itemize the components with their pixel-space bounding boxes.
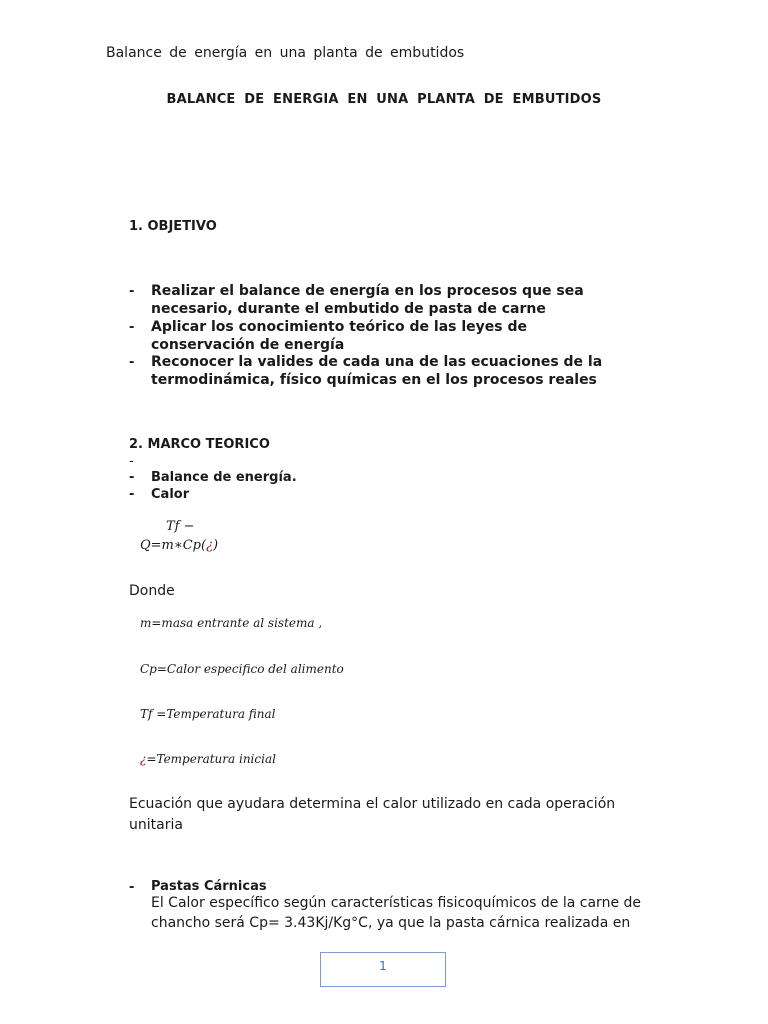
page-number: 1 xyxy=(379,959,387,973)
pastas-line1: El Calor específico según características fisicoquímicos de la carne de xyxy=(151,895,642,911)
bullet-dash: - xyxy=(129,284,135,299)
equation-close: ) xyxy=(213,538,219,553)
objective-2-line2: conservación de energía xyxy=(151,337,345,353)
bullet-dash: - xyxy=(129,320,135,335)
donde-label: Donde xyxy=(129,583,175,599)
item-balance-energia: Balance de energía. xyxy=(151,470,297,485)
pastas-heading: Pastas Cárnicas xyxy=(151,879,267,894)
objective-1-line1: Realizar el balance de energía en los procesos que sea xyxy=(151,283,584,299)
objective-3-line2: termodinámica, físico químicas en el los procesos reales xyxy=(151,372,597,388)
page-number-box xyxy=(320,952,446,987)
equation-main: Q=m∗Cp( xyxy=(140,538,207,553)
bullet-dash: - xyxy=(129,487,135,502)
pastas-line2: chancho será Cp= 3.43Kj/Kg°C, ya que la pasta cárnica realizada en xyxy=(151,915,631,931)
item-calor: Calor xyxy=(151,487,190,502)
pastas-dash: - xyxy=(129,880,135,895)
objective-3-line1: Reconocer la valides de cada una de las ecuaciones de la xyxy=(151,354,603,370)
ecuacion-line1: Ecuación que ayudara determina el calor utilizado en cada operación xyxy=(129,796,616,812)
bullet-dash: - xyxy=(129,355,135,370)
heat-equation xyxy=(140,538,218,553)
def-ti xyxy=(140,752,276,766)
section-objetivo-heading: 1. OBJETIVO xyxy=(129,219,217,234)
def-ti-text: =Temperatura inicial xyxy=(146,752,276,766)
def-tf: Tf =Temperatura final xyxy=(140,707,276,721)
section-marco-heading: 2. MARCO TEORICO xyxy=(129,437,270,452)
def-m: m=masa entrante al sistema , xyxy=(140,616,323,630)
equation-symbol: ¿ xyxy=(206,538,214,553)
bullet-dash: - xyxy=(129,470,135,485)
objective-1-line2: necesario, durante el embutido de pasta de carne xyxy=(151,301,546,317)
def-cp: Cp=Calor especifico del alimento xyxy=(140,662,344,676)
document-title: BALANCE DE ENERGIA EN UNA PLANTA DE EMBUTIDOS xyxy=(166,92,602,107)
running-header: Balance de energía en una planta de embutidos xyxy=(106,45,465,61)
def-ti-symbol: ¿ xyxy=(140,752,147,766)
ecuacion-line2: unitaria xyxy=(129,817,183,833)
empty-bullet-dash: - xyxy=(129,454,134,469)
equation-numerator: Tf − xyxy=(166,519,195,534)
objective-2-line1: Aplicar los conocimiento teórico de las leyes de xyxy=(151,319,528,335)
